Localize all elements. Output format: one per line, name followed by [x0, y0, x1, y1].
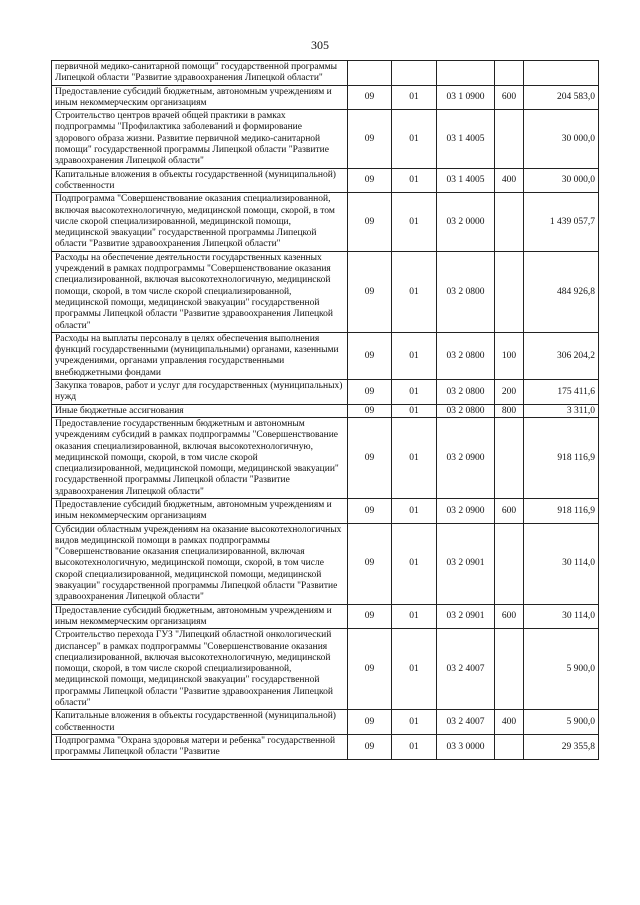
row-amount: 918 116,9: [524, 417, 599, 498]
table-row: [52, 380, 599, 405]
row-section-code: 09: [348, 380, 392, 405]
table-row: [52, 251, 599, 332]
row-expense-type-code: [495, 251, 524, 332]
row-expense-type-code: [495, 193, 524, 251]
table-row: [52, 523, 599, 604]
table-row: [52, 417, 599, 498]
row-amount: 30 114,0: [524, 604, 599, 629]
row-expense-type-code: [495, 523, 524, 604]
row-subsection-code: 01: [392, 404, 437, 417]
row-amount: 1 439 057,7: [524, 193, 599, 251]
row-subsection-code: 01: [392, 417, 437, 498]
row-description: Предоставление государственным бюджетным и автономным учреждениям субсидий в рамках подпрограммы "Совершенствование оказания специализированной, включая высокотехнологичную, медицинской помощи, скорой, в том числе скорой специализированной, медицинской помощи, медицинской эвакуации" государственной программы Липецкой области "Развитие здравоохранения Липецкой области": [52, 417, 348, 498]
row-section-code: 09: [348, 193, 392, 251]
row-subsection-code: 01: [392, 710, 437, 735]
row-description: Строительство центров врачей общей практики в рамках подпрограммы "Профилактика заболеваний и формирование здорового образа жизни. Развитие первичной медико-санитарной помощи" государственной программы Липецкой области "Развитие здравоохранения Липецкой области": [52, 110, 348, 168]
row-amount: 204 583,0: [524, 85, 599, 110]
table-row: [52, 85, 599, 110]
row-description: Предоставление субсидий бюджетным, автономным учреждениям и иным некоммерческим организациям: [52, 85, 348, 110]
row-section-code: 09: [348, 85, 392, 110]
row-target-article-code: 03 2 0900: [437, 498, 495, 523]
row-target-article-code: [437, 61, 495, 86]
row-amount: 29 355,8: [524, 734, 599, 759]
budget-table: [51, 60, 599, 760]
row-section-code: 09: [348, 251, 392, 332]
table-row: [52, 604, 599, 629]
table-row: [52, 629, 599, 710]
row-amount: 484 926,8: [524, 251, 599, 332]
row-section-code: 09: [348, 332, 392, 379]
row-subsection-code: 01: [392, 380, 437, 405]
row-amount: 5 900,0: [524, 629, 599, 710]
row-section-code: 09: [348, 523, 392, 604]
row-expense-type-code: [495, 110, 524, 168]
row-section-code: 09: [348, 110, 392, 168]
row-subsection-code: 01: [392, 85, 437, 110]
row-target-article-code: 03 1 0900: [437, 85, 495, 110]
row-expense-type-code: 600: [495, 604, 524, 629]
row-description: Расходы на выплаты персоналу в целях обеспечения выполнения функций государственными (муниципальными) органами, казенными учреждениями, органами управления государственными внебюджетными фондами: [52, 332, 348, 379]
row-amount: 175 411,6: [524, 380, 599, 405]
row-expense-type-code: 100: [495, 332, 524, 379]
row-expense-type-code: [495, 417, 524, 498]
table-row: [52, 168, 599, 193]
row-description: Капитальные вложения в объекты государственной (муниципальной) собственности: [52, 710, 348, 735]
row-target-article-code: 03 2 0800: [437, 380, 495, 405]
row-subsection-code: 01: [392, 168, 437, 193]
row-amount: 3 311,0: [524, 404, 599, 417]
table-row: [52, 404, 599, 417]
row-amount: 918 116,9: [524, 498, 599, 523]
row-description: Подпрограмма "Совершенствование оказания специализированной, включая высокотехнологичную, медицинской помощи, скорой, в том числе скорой специализированной, медицинской помощи, медицинской эвакуации" государственной программы Липецкой области "Развитие здравоохранения Липецкой области": [52, 193, 348, 251]
row-target-article-code: 03 2 0800: [437, 251, 495, 332]
row-target-article-code: 03 2 0800: [437, 332, 495, 379]
table-row: [52, 61, 599, 86]
row-subsection-code: 01: [392, 523, 437, 604]
page-number: 305: [311, 38, 329, 52]
row-target-article-code: 03 2 4007: [437, 629, 495, 710]
row-expense-type-code: [495, 629, 524, 710]
row-amount: 30 114,0: [524, 523, 599, 604]
row-amount: 5 900,0: [524, 710, 599, 735]
row-section-code: 09: [348, 734, 392, 759]
row-expense-type-code: 800: [495, 404, 524, 417]
row-subsection-code: 01: [392, 251, 437, 332]
row-expense-type-code: 600: [495, 498, 524, 523]
row-description: Строительство перехода ГУЗ "Липецкий областной онкологический диспансер" в рамках подпрограммы "Совершенствование оказания специализированной, включая высокотехнологичную, медицинской помощи, скорой, в том числе скорой специализированной, медицинской помощи, медицинской эвакуации" государственной программы Липецкой области "Развитие здравоохранения Липецкой области": [52, 629, 348, 710]
row-subsection-code: [392, 61, 437, 86]
row-description: Предоставление субсидий бюджетным, автономным учреждениям и иным некоммерческим организациям: [52, 498, 348, 523]
row-expense-type-code: 400: [495, 168, 524, 193]
row-subsection-code: 01: [392, 734, 437, 759]
row-target-article-code: 03 1 4005: [437, 110, 495, 168]
row-section-code: 09: [348, 168, 392, 193]
row-expense-type-code: 200: [495, 380, 524, 405]
table-row: [52, 734, 599, 759]
row-expense-type-code: [495, 61, 524, 86]
row-description: Расходы на обеспечение деятельности государственных казенных учреждений в рамках подпрограммы "Совершенствование оказания специализированной, включая высокотехнологичную, медицинской помощи, скорой, в том числе скорой специализированной, медицинской помощи, медицинской эвакуации" государственной программы Липецкой области "Развитие здравоохранения Липецкой области": [52, 251, 348, 332]
row-target-article-code: 03 2 0000: [437, 193, 495, 251]
row-subsection-code: 01: [392, 604, 437, 629]
row-amount: 306 204,2: [524, 332, 599, 379]
row-target-article-code: 03 2 0800: [437, 404, 495, 417]
budget-table-body: [52, 61, 599, 760]
row-section-code: 09: [348, 710, 392, 735]
table-row: [52, 710, 599, 735]
row-section-code: [348, 61, 392, 86]
row-description: Подпрограмма "Охрана здоровья матери и ребенка" государственной программы Липецкой области "Развитие: [52, 734, 348, 759]
table-row: [52, 332, 599, 379]
row-target-article-code: 03 2 4007: [437, 710, 495, 735]
table-row: [52, 193, 599, 251]
row-subsection-code: 01: [392, 193, 437, 251]
row-description: Капитальные вложения в объекты государственной (муниципальной) собственности: [52, 168, 348, 193]
row-target-article-code: 03 3 0000: [437, 734, 495, 759]
row-description: Закупка товаров, работ и услуг для государственных (муниципальных) нужд: [52, 380, 348, 405]
row-amount: 30 000,0: [524, 168, 599, 193]
row-section-code: 09: [348, 498, 392, 523]
row-section-code: 09: [348, 604, 392, 629]
row-section-code: 09: [348, 629, 392, 710]
row-description: Субсидии областным учреждениям на оказание высокотехнологичных видов медицинской помощи в рамках подпрограммы "Совершенствование оказания специализированной, включая высокотехнологичную, медицинской помощи, скорой, в том числе скорой специализированной, медицинской помощи, медицинской эвакуации" государственной программы Липецкой области "Развитие здравоохранения Липецкой области": [52, 523, 348, 604]
table-row: [52, 498, 599, 523]
row-target-article-code: 03 2 0901: [437, 523, 495, 604]
row-description: Предоставление субсидий бюджетным, автономным учреждениям и иным некоммерческим организациям: [52, 604, 348, 629]
row-section-code: 09: [348, 404, 392, 417]
row-amount: 30 000,0: [524, 110, 599, 168]
row-expense-type-code: [495, 734, 524, 759]
row-subsection-code: 01: [392, 110, 437, 168]
row-expense-type-code: 600: [495, 85, 524, 110]
row-amount: [524, 61, 599, 86]
table-row: [52, 110, 599, 168]
row-subsection-code: 01: [392, 332, 437, 379]
row-subsection-code: 01: [392, 498, 437, 523]
row-subsection-code: 01: [392, 629, 437, 710]
row-description: Иные бюджетные ассигнования: [52, 404, 348, 417]
row-expense-type-code: 400: [495, 710, 524, 735]
row-section-code: 09: [348, 417, 392, 498]
row-target-article-code: 03 2 0901: [437, 604, 495, 629]
row-target-article-code: 03 1 4005: [437, 168, 495, 193]
row-description: первичной медико-санитарной помощи" государственной программы Липецкой области "Развитие здравоохранения Липецкой области": [52, 61, 348, 86]
row-target-article-code: 03 2 0900: [437, 417, 495, 498]
